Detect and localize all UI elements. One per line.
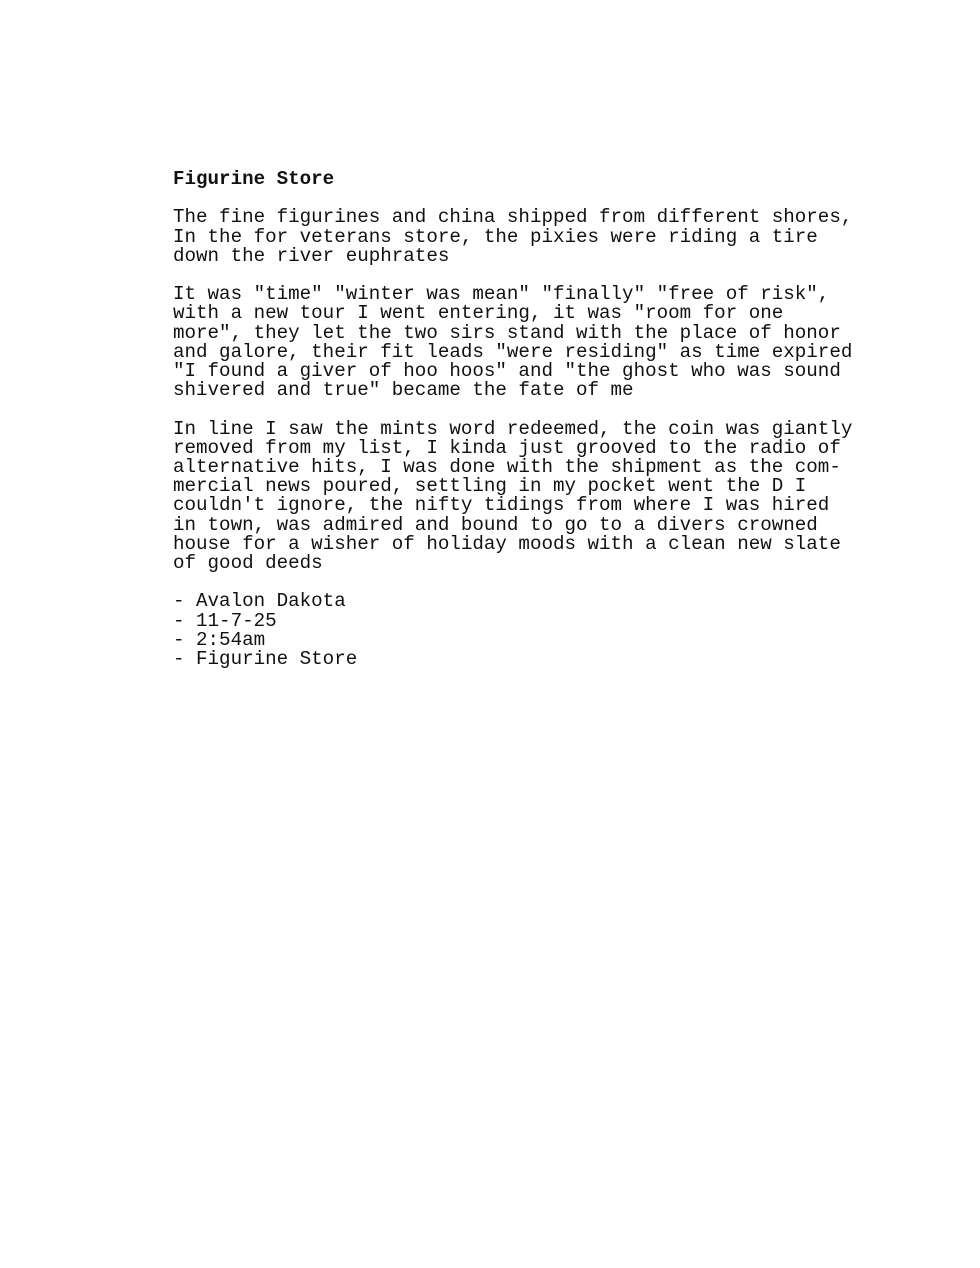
stanza-line: with a new tour I went entering, it was "room for one (173, 302, 784, 325)
stanza-line: In line I saw the mints word redeemed, the coin was giantly (173, 417, 853, 440)
stanza-line: in town, was admired and bound to go to a divers crowned (173, 513, 818, 536)
stanza-line: house for a wisher of holiday moods with a clean new slate (173, 532, 841, 555)
signature-block (173, 592, 893, 669)
stanza-3 (173, 417, 893, 575)
stanza-line: The fine figurines and china shipped from different shores, (173, 206, 853, 229)
signature-author: - Avalon Dakota (173, 590, 346, 613)
document-title: Figurine Store (173, 168, 335, 190)
stanza-line: of good deeds (173, 552, 323, 575)
stanza-line: removed from my list, I kinda just grooved to the radio of (173, 436, 841, 459)
stanza-line: more", they let the two sirs stand with the place of honor (173, 321, 841, 344)
stanza-line: "I found a giver of hoo hoos" and "the ghost who was sound (173, 360, 841, 382)
stanza-line: alternative hits, I was done with the shipment as the com- (173, 456, 841, 478)
stanza-line: It was "time" "winter was mean" "finally" "free of risk", (173, 283, 830, 306)
stanza-line: In the for veterans store, the pixies were riding a tire (173, 225, 818, 248)
document-body (173, 170, 893, 669)
stanza-line: and galore, their fit leads "were residing" as time expired (173, 340, 853, 363)
stanza-2 (173, 285, 893, 400)
stanza-line: couldn't ignore, the nifty tidings from where I was hired (173, 494, 830, 517)
stanza-line: down the river euphrates (173, 244, 450, 267)
signature-title: - Figurine Store (173, 648, 358, 671)
stanza-line: shivered and true" became the fate of me (173, 379, 634, 402)
signature-time: - 2:54am (173, 628, 266, 651)
stanza-1 (173, 208, 893, 266)
stanza-line: mercial news poured, settling in my pocket went the D I (173, 475, 807, 498)
signature-date: - 11-7-25 (173, 609, 277, 632)
